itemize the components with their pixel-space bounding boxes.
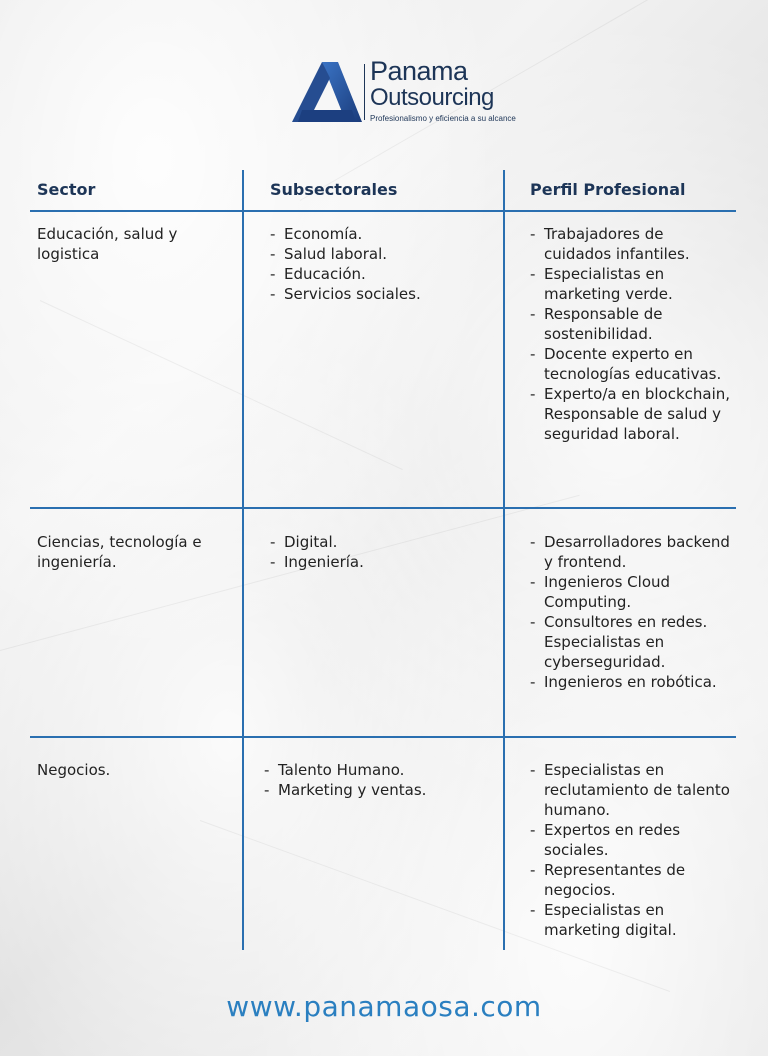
list-item: - Trabajadores de cuidados infantiles. bbox=[530, 224, 735, 264]
list-item: - Talento Humano. bbox=[264, 760, 496, 780]
row3-subsectors bbox=[264, 760, 496, 800]
row2-perfil bbox=[530, 532, 735, 692]
row2-subsectors bbox=[270, 532, 495, 572]
header-perfil-profesional: Perfil Profesional bbox=[530, 180, 686, 199]
row-divider bbox=[30, 507, 736, 509]
list-item: - Desarrolladores backend y frontend. bbox=[530, 532, 735, 572]
column-divider bbox=[242, 170, 244, 950]
list-item: - Educación. bbox=[270, 264, 495, 284]
list-item: - Ingenieros Cloud Computing. bbox=[530, 572, 735, 612]
list-item: - Experto/a en blockchain, Responsable de salud y seguridad laboral. bbox=[530, 384, 735, 444]
company-logo bbox=[292, 56, 516, 130]
list-item: - Digital. bbox=[270, 532, 495, 552]
row-divider bbox=[30, 736, 736, 738]
list-item: - Ingenieros en robótica. bbox=[530, 672, 735, 692]
row2-sector: Ciencias, tecnología e ingeniería. bbox=[37, 533, 202, 571]
logo-mark-icon bbox=[292, 60, 362, 124]
list-item: - Expertos en redes sociales. bbox=[530, 820, 735, 860]
header-sector: Sector bbox=[37, 180, 96, 199]
header-subsectorales: Subsectorales bbox=[270, 180, 398, 199]
paper-crease bbox=[40, 300, 403, 470]
logo-title-outsourcing: Outsourcing bbox=[370, 84, 494, 111]
list-item: - Economía. bbox=[270, 224, 495, 244]
row1-perfil bbox=[530, 224, 735, 444]
list-item: - Ingeniería. bbox=[270, 552, 495, 572]
list-item: - Especialistas en marketing verde. bbox=[530, 264, 735, 304]
website-link[interactable]: www.panamaosa.com bbox=[226, 990, 542, 1023]
list-item: - Docente experto en tecnologías educativas. bbox=[530, 344, 735, 384]
logo-title-panama: Panama bbox=[370, 56, 468, 86]
list-item: - Marketing y ventas. bbox=[264, 780, 496, 800]
paper-crease bbox=[0, 495, 580, 651]
list-item: - Responsable de sostenibilidad. bbox=[530, 304, 735, 344]
logo-divider bbox=[364, 64, 365, 120]
list-item: - Especialistas en marketing digital. bbox=[530, 900, 735, 940]
column-divider bbox=[503, 170, 505, 950]
row1-subsectors bbox=[270, 224, 495, 304]
list-item: - Representantes de negocios. bbox=[530, 860, 735, 900]
list-item: - Salud laboral. bbox=[270, 244, 495, 264]
list-item: - Servicios sociales. bbox=[270, 284, 495, 304]
row1-sector: Educación, salud y logistica bbox=[37, 225, 178, 263]
list-item: - Especialistas en reclutamiento de talento humano. bbox=[530, 760, 735, 820]
row3-perfil bbox=[530, 760, 735, 940]
logo-tagline: Profesionalismo y eficiencia a su alcance bbox=[370, 114, 516, 123]
list-item: - Consultores en redes. Especialistas en cyberseguridad. bbox=[530, 612, 735, 672]
row-divider bbox=[30, 210, 736, 212]
row3-sector: Negocios. bbox=[37, 761, 111, 779]
